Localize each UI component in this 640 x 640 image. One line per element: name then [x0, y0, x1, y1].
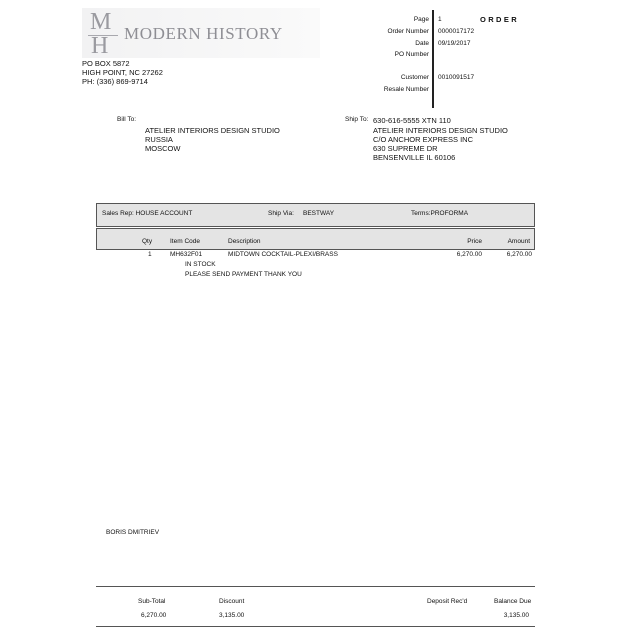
ship-to-line-2: ATELIER INTERIORS DESIGN STUDIO — [373, 126, 508, 135]
col-amount: Amount — [507, 238, 530, 245]
header-divider — [432, 10, 434, 108]
item-description: MIDTOWN COCKTAIL-PLEXI/BRASS — [228, 251, 338, 258]
page-value: 1 — [438, 16, 442, 23]
resale-number-label: Resale Number — [383, 86, 429, 93]
logo-company-name: MODERN HISTORY — [124, 24, 283, 43]
item-price: 6,270.00 — [456, 251, 482, 258]
subtotal-value: 6,270.00 — [141, 612, 167, 619]
ship-to-line-5: BENSENVILLE IL 60106 — [373, 153, 456, 162]
note-line-2: PLEASE SEND PAYMENT THANK YOU — [185, 271, 302, 278]
discount-value: 3,135.00 — [219, 612, 245, 619]
totals-top-rule — [96, 586, 535, 587]
company-address-line-1: PO BOX 5872 — [82, 59, 130, 68]
bill-to-line-1: ATELIER INTERIORS DESIGN STUDIO — [145, 126, 280, 135]
ship-to-label: Ship To: — [345, 116, 369, 123]
ship-via-label: Ship Via: — [268, 210, 294, 217]
logo-mark-m: M — [90, 9, 112, 35]
date-value: 09/19/2017 — [438, 40, 471, 47]
customer-value: 0010091517 — [438, 74, 475, 81]
bill-to-line-2: RUSSIA — [145, 135, 173, 144]
col-price: Price — [467, 238, 482, 245]
date-label: Date — [415, 40, 429, 47]
company-address-line-2: HIGH POINT, NC 27262 — [82, 68, 163, 77]
sales-rep: Sales Rep: HOUSE ACCOUNT — [102, 210, 193, 217]
discount-label: Discount — [219, 598, 245, 605]
col-qty: Qty — [142, 238, 153, 245]
totals-bottom-rule — [96, 626, 535, 627]
customer-label: Customer — [400, 74, 429, 81]
ship-to-line-4: 630 SUPREME DR — [373, 144, 438, 153]
balance-value: 3,135.00 — [503, 612, 529, 619]
deposit-label: Deposit Rec'd — [427, 598, 468, 605]
signature-name: BORIS DMITRIEV — [106, 529, 160, 536]
terms: Terms:PROFORMA — [411, 210, 469, 217]
company-logo — [82, 8, 320, 58]
logo-mark-h: H — [91, 33, 109, 59]
document-type: ORDER — [480, 15, 520, 24]
page-label: Page — [413, 16, 429, 23]
note-line-1: IN STOCK — [185, 261, 216, 268]
ship-to-line-3: C/O ANCHOR EXPRESS INC — [373, 135, 474, 144]
subtotal-label: Sub-Total — [138, 598, 166, 605]
item-qty: 1 — [148, 251, 152, 258]
ship-via-value: BESTWAY — [303, 210, 335, 217]
order-number-value: 0000017172 — [438, 28, 475, 35]
company-address-line-3: PH: (336) 869-9714 — [82, 77, 148, 86]
item-amount: 6,270.00 — [506, 251, 532, 258]
item-code: MH632F01 — [170, 251, 203, 258]
ship-to-line-1: 630-616-5555 XTN 110 — [373, 116, 451, 125]
bill-to-label: Bill To: — [117, 116, 137, 123]
order-number-label: Order Number — [387, 28, 429, 35]
bill-to-line-3: MOSCOW — [145, 144, 181, 153]
balance-label: Balance Due — [494, 598, 532, 605]
col-description: Description — [228, 238, 261, 245]
po-number-label: PO Number — [394, 51, 429, 58]
col-item-code: Item Code — [170, 238, 200, 245]
